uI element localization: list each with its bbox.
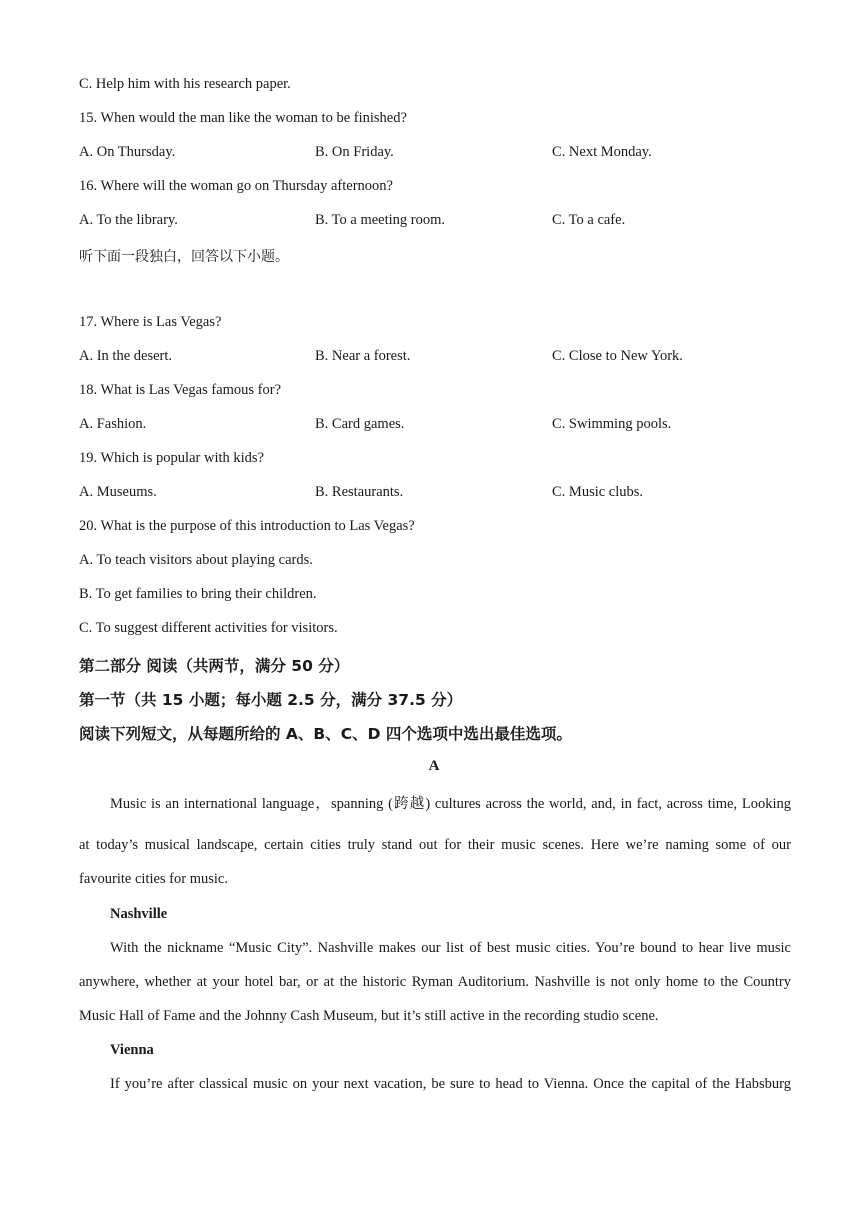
q15-option-a: A. On Thursday. bbox=[79, 144, 176, 160]
passage-label: A bbox=[428, 758, 440, 774]
q20-question: 20. What is the purpose of this introduction to Las Vegas? bbox=[79, 518, 415, 534]
q15-option-b: B. On Friday. bbox=[315, 144, 394, 160]
q18-option-a: A. Fashion. bbox=[79, 416, 147, 432]
q15-option-c: C. Next Monday. bbox=[552, 144, 652, 160]
q19-option-c: C. Music clubs. bbox=[552, 484, 644, 500]
nashville-line-3: Music Hall of Fame and the Johnny Cash Museum, but it’s still active in the recording studio scene. bbox=[79, 1008, 659, 1024]
q14-option-c: C. Help him with his research paper. bbox=[79, 76, 291, 92]
q20-option-a: A. To teach visitors about playing cards. bbox=[79, 552, 313, 568]
q19-option-b: B. Restaurants. bbox=[315, 484, 404, 500]
reading-section-title: 第一节（共 15 小题；每小题 2.5 分，满分 37.5 分） bbox=[79, 691, 463, 709]
q18-option-b: B. Card games. bbox=[315, 416, 405, 432]
intro-line-1: Music is an international language，spanning (跨越) cultures across the world, and, in fact, across time, Looking bbox=[110, 796, 791, 812]
q16-question: 16. Where will the woman go on Thursday afternoon? bbox=[79, 178, 393, 194]
q20-option-c: C. To suggest different activities for visitors. bbox=[79, 620, 338, 636]
q17-option-c: C. Close to New York. bbox=[552, 348, 683, 364]
nashville-line-1: With the nickname “Music City”. Nashville makes our list of best music cities. You’re bound to hear live music bbox=[110, 940, 791, 956]
monologue-instruction: 听下面一段独白，回答以下小题。 bbox=[79, 249, 289, 265]
nashville-heading: Nashville bbox=[110, 906, 168, 922]
q16-option-c: C. To a cafe. bbox=[552, 212, 626, 228]
q19-question: 19. Which is popular with kids? bbox=[79, 450, 264, 466]
q18-question: 18. What is Las Vegas famous for? bbox=[79, 382, 282, 398]
reading-part-title: 第二部分 阅读（共两节，满分 50 分） bbox=[79, 657, 350, 675]
q18-option-c: C. Swimming pools. bbox=[552, 416, 672, 432]
vienna-heading: Vienna bbox=[110, 1042, 154, 1058]
q19-option-a: A. Museums. bbox=[79, 484, 157, 500]
q15-question: 15. When would the man like the woman to be finished? bbox=[79, 110, 407, 126]
q17-option-a: A. In the desert. bbox=[79, 348, 173, 364]
reading-instruction: 阅读下列短文，从每题所给的 A、B、C、D 四个选项中选出最佳选项。 bbox=[79, 725, 572, 743]
intro-line-3: favourite cities for music. bbox=[79, 871, 228, 887]
q17-question: 17. Where is Las Vegas? bbox=[79, 314, 222, 330]
vienna-line-1: If you’re after classical music on your next vacation, be sure to head to Vienna. Once the capital of the Habsburg bbox=[110, 1076, 791, 1092]
nashville-line-2: anywhere, whether at your hotel bar, or at the historic Ryman Auditorium. Nashville is not only home to the Country bbox=[79, 974, 791, 990]
intro-line-2: at today’s musical landscape, certain cities truly stand out for their music scenes. Here we’re naming some of our bbox=[79, 837, 791, 853]
q20-option-b: B. To get families to bring their children. bbox=[79, 586, 317, 602]
q16-option-b: B. To a meeting room. bbox=[315, 212, 446, 228]
q17-option-b: B. Near a forest. bbox=[315, 348, 411, 364]
q16-option-a: A. To the library. bbox=[79, 212, 178, 228]
